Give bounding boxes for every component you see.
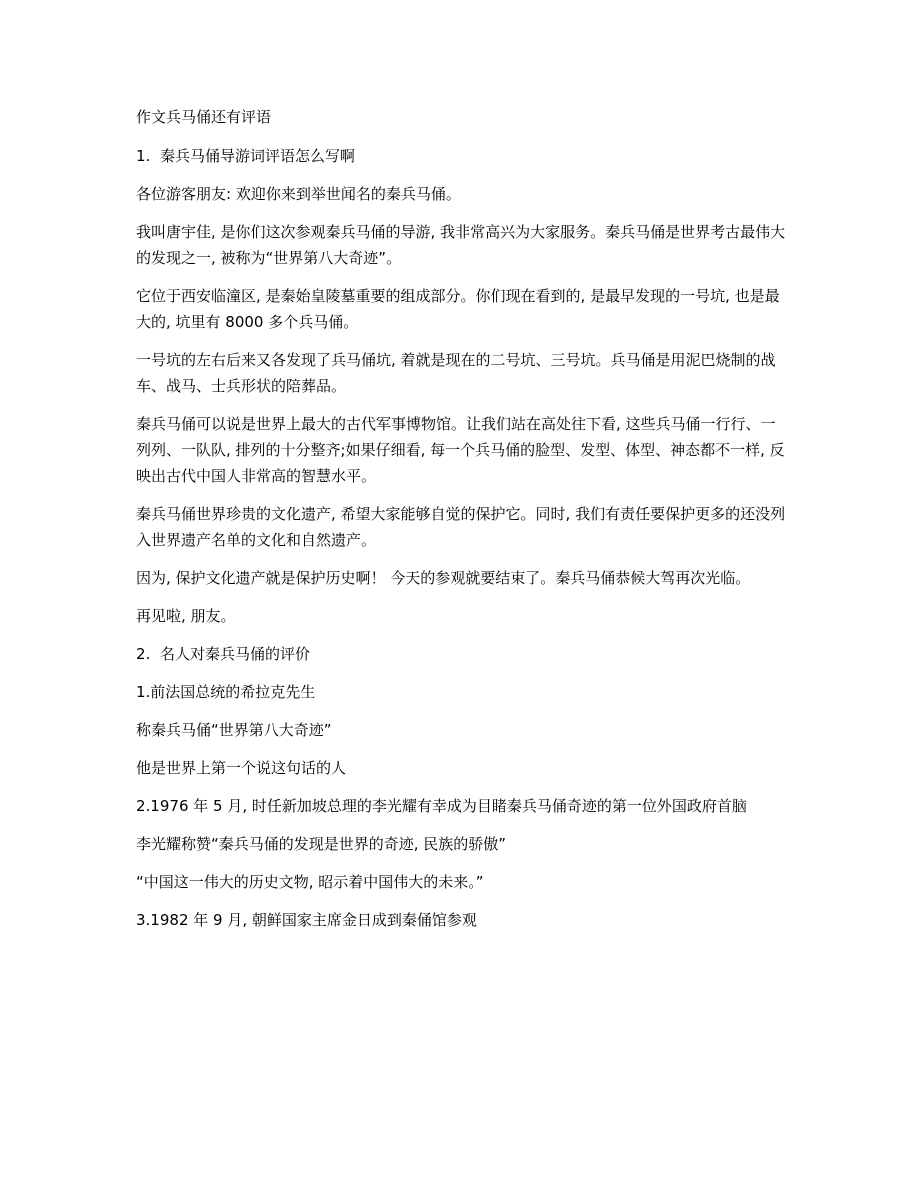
paragraph: 1.前法国总统的希拉克先生 <box>136 683 316 701</box>
paragraph: 秦兵马俑世界珍贵的文化遗产, 希望大家能够自觉的保护它。同时, 我们有责任要保护更多的还没列入世界遗产名单的文化和自然遗产。 <box>136 505 786 549</box>
paragraph: 再见啦, 朋友。 <box>136 607 236 625</box>
document-body <box>136 104 788 945</box>
section-number: 2. <box>136 645 151 663</box>
paragraph: 秦兵马俑可以说是世界上最大的古代军事博物馆。让我们站在高处往下看, 这些兵马俑一行行、一列列、一队队, 排列的十分整齐;如果仔细看, 每一个兵马俑的脸型、发型、体型、神态都不一样, 反映出古代中国人非常高的智慧水平。 <box>136 415 785 485</box>
paragraph: “中国这一伟大的历史文物, 昭示着中国伟大的未来。” <box>136 873 484 891</box>
paragraph: 李光耀称赞“秦兵马俑的发现是世界的奇迹, 民族的骄傲” <box>136 835 507 853</box>
paragraph: 各位游客朋友: 欢迎你来到举世闻名的秦兵马俑。 <box>136 185 461 203</box>
paragraph: 2.1976 年 5 月, 时任新加坡总理的李光耀有幸成为目睹秦兵马俑奇迹的第一位外国政府首脑 <box>136 797 747 815</box>
document-title: 作文兵马俑还有评语 <box>136 108 272 126</box>
section-number: 1. <box>136 147 151 165</box>
paragraph: 称秦兵马俑“世界第八大奇迹” <box>136 721 332 739</box>
paragraph: 我叫唐宇佳, 是你们这次参观秦兵马俑的导游, 我非常高兴为大家服务。秦兵马俑是世界考古最伟大的发现之一, 被称为“世界第八大奇迹”。 <box>136 223 786 267</box>
paragraph: 一号坑的左右后来又各发现了兵马俑坑, 着就是现在的二号坑、三号坑。兵马俑是用泥巴烧制的战车、战马、士兵形状的陪葬品。 <box>136 351 776 395</box>
paragraph: 他是世界上第一个说这句话的人 <box>136 759 347 777</box>
paragraph: 3.1982 年 9 月, 朝鲜国家主席金日成到秦俑馆参观 <box>136 911 477 929</box>
section-heading-text: 秦兵马俑导游词评语怎么写啊 <box>160 147 356 165</box>
section-heading-2 <box>136 641 788 667</box>
paragraph: 因为, 保护文化遗产就是保护历史啊！ 今天的参观就要结束了。秦兵马俑恭候大驾再次光临。 <box>136 569 751 587</box>
section-heading-text: 名人对秦兵马俑的评价 <box>160 645 311 663</box>
paragraph: 它位于西安临潼区, 是秦始皇陵墓重要的组成部分。你们现在看到的, 是最早发现的一号坑, 也是最大的, 坑里有 8000 多个兵马俑。 <box>136 287 780 331</box>
section-heading-1 <box>136 143 788 169</box>
